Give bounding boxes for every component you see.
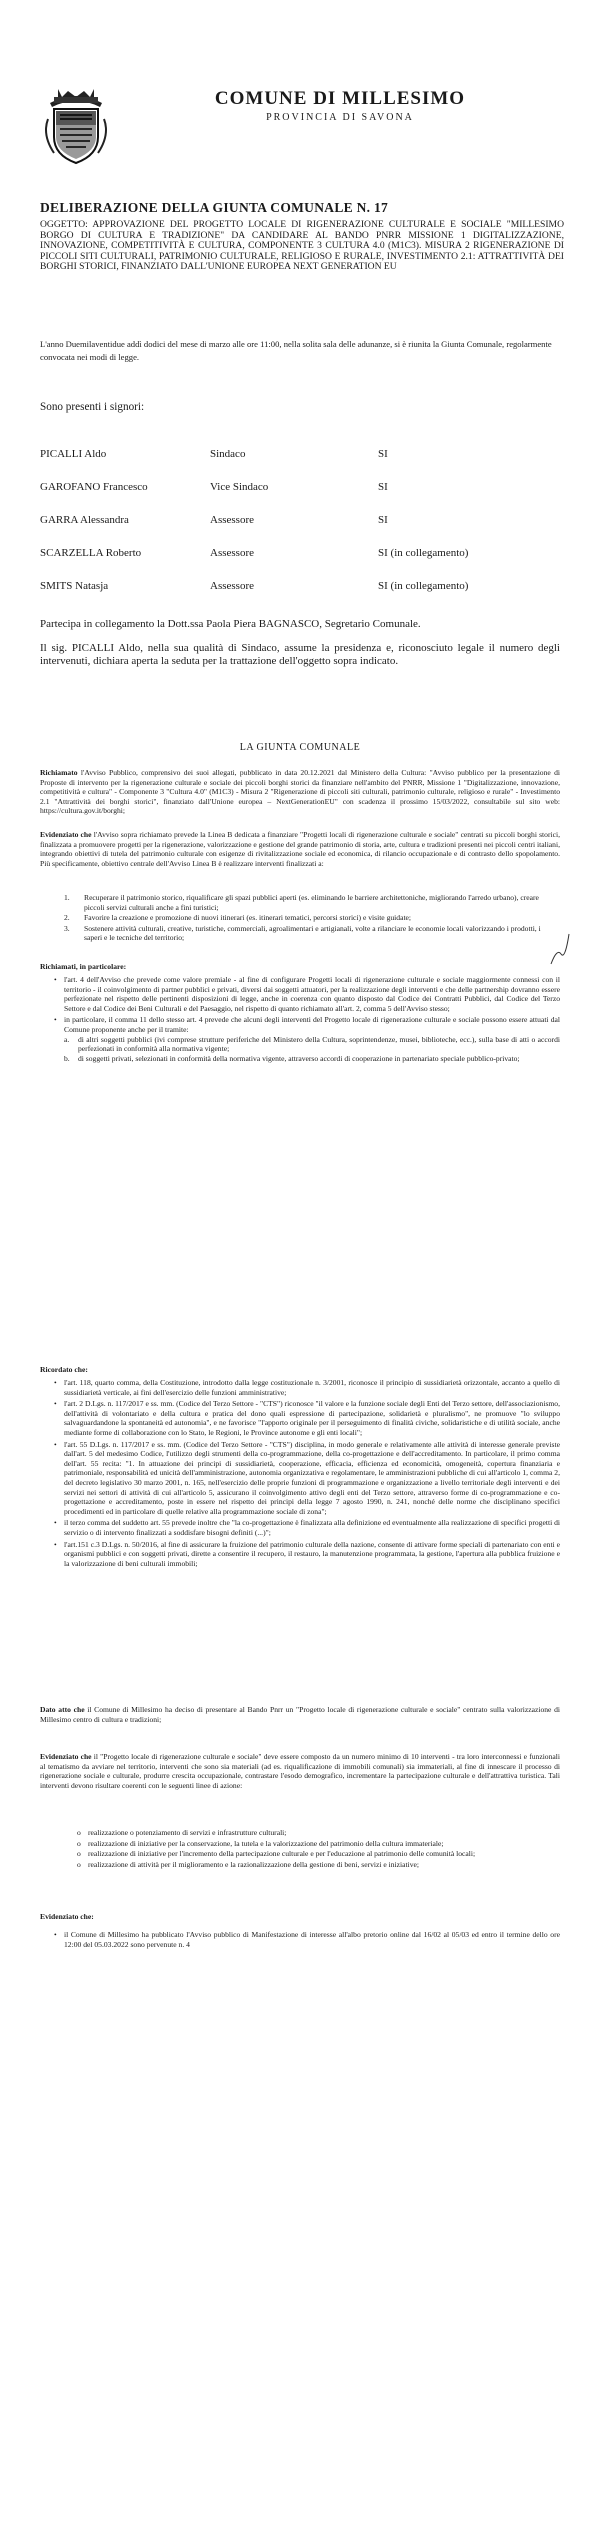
sub-item: a. di altri soggetti pubblici (ivi comprese strutture periferiche del Ministero della Cultura, soprintendenze, musei, biblioteche, ecc.), sulla base di atti o accordi perfezionati in conformità alla normativa vigente;	[64, 1034, 560, 1054]
municipality-title: COMUNE DI MILLESIMO	[214, 88, 466, 109]
secretary-text: Partecipa in collegamento la Dott.ssa Paola Piera BAGNASCO, Segretario Comunale.	[40, 618, 421, 630]
evidenziato-list-3	[52, 1930, 560, 1951]
member-name: GAROFANO Francesco	[40, 481, 148, 493]
list-item: • l'art. 118, quarto comma, della Costituzione, introdotto dalla legge costituzionale n. 3/2001, riconosce il principio di sussidiarietà orizzontale, accanto a quello di sussidiarietà verticale, ai fini dell'esercizio delle funzioni amministrative;	[52, 1378, 560, 1397]
signature-mark	[547, 928, 573, 968]
member-role: Sindaco	[210, 448, 246, 460]
member-role: Assessore	[210, 580, 254, 592]
member-role: Vice Sindaco	[210, 481, 269, 493]
richiamato-text: l'Avviso Pubblico, comprensivo dei suoi allegati, pubblicato in data 20.12.2021 dal Ministero della Cultura: "Avviso pubblico per la presentazione di Proposte di intervento per la rigenerazione culturale e sociale dei piccoli borghi storici da finanziare nell'ambito del PNRR, Missione 1 "Digitalizzazione, innovazione, competitività e cultura" - Componente 3 "Cultura 4.0" (M1C3) - Misura 2 "Rigenerazione di piccoli siti culturali, patrimonio culturale, religioso e rurale" - Investimento 2.1 "Attrattività dei borghi storici", finanziato dall'Unione europea – NextGenerationEU" con scadenza il prossimo 15/03/2022, consultabile sul sito web: https://cultura.gov.it/borghi;	[40, 768, 560, 816]
member-row	[40, 448, 560, 462]
list-item: • il Comune di Millesimo ha pubblicato l'Avviso pubblico di Manifestazione di interesse all'albo pretorio online dal 16/02 al 05/03 ed entro il termine dello ore 12:00 del 05.03.2022 sono pervenute n. 4	[52, 1930, 560, 1949]
member-row	[40, 547, 560, 561]
list-item: o realizzazione o potenziamento di servizi e infrastrutture culturali;	[76, 1828, 560, 1838]
member-status: SI (in collegamento)	[378, 547, 469, 559]
mayor-presidency-text: Il sig. PICALLI Aldo, nella sua qualità di Sindaco, assume la presidenza e, riconosciuto legale il numero degli intervenuti, dichiara aperta la seduta per la trattazione dell'oggetto sopra indicato.	[40, 642, 560, 667]
member-name: SMITS Natasja	[40, 580, 109, 592]
member-status: SI (in collegamento)	[378, 580, 469, 592]
member-status: SI	[378, 448, 388, 460]
attendees-heading: Sono presenti i signori:	[40, 401, 145, 413]
list-item: • l'art. 55 D.Lgs. n. 117/2017 e ss. mm. (Codice del Terzo Settore - "CTS") disciplina, in modo generale e relativamente alle attività di interesse generale previste dall'art. 5 del medesimo Codice, l'utilizzo degli strumenti della co-programmazione, della co-progettazione e dell'accreditamento. In particolare, il primo comma dell'art. 55 recita: "1. In attuazione dei principi di sussidiarietà, cooperazione, efficacia, efficienza ed economicità, omogeneità, copertura finanziaria e patrimoniale, responsabilità ed unicità dell'amministrazione, autonomia organizzativa e regolamentare, le amministrazioni pubbliche di cui all'articolo 1, comma 2, del decreto legislativo 30 marzo 2001, n. 165, nell'esercizio delle proprie funzioni di programmazione e organizzazione a livello territoriale degli interventi e dei servizi nei settori di attività di cui all'articolo 5, assicurano il coinvolgimento attivo degli enti del Terzo settore, attraverso forme di co-programmazione e co-progettazione e accreditamento, poste in essere nel rispetto dei principi della legge 7 agosto 1990, n. 241, nonché delle norme che disciplinano specifici procedimenti ed in particolare di quelle relative alla programmazione sociale di zona";	[52, 1440, 560, 1517]
list-item: • l'art.151 c.3 D.Lgs. n. 50/2016, al fine di assicurare la fruizione del patrimonio culturale della nazione, consente di attivare forme speciali di partenariato con enti e organismi pubblici e con soggetti privati, dirette a consentire il recupero, il restauro, la manutenzione programmata, la gestione, l'apertura alla pubblica fruizione e la valorizzazione di beni culturali immobili;	[52, 1540, 560, 1569]
member-name: PICALLI Aldo	[40, 448, 107, 460]
ricordato-heading: Ricordato che:	[40, 1365, 88, 1374]
member-role: Assessore	[210, 547, 254, 559]
subject-text: OGGETTO: APPROVAZIONE DEL PROGETTO LOCALE DI RIGENERAZIONE CULTURALE E SOCIALE "MILLESIMO BORGO DI CULTURA E TRADIZIONE" DA CANDIDARE AL BANDO PNRR MISSIONE 1 DIGITALIZZAZIONE, INNOVAZIONE, COMPETITIVITÀ E CULTURA, COMPONENTE 3 CULTURA 4.0 (M1C3). MISURA 2 RIGENERAZIONE DI PICCOLI SITI CULTURALI, PATRIMONIO CULTURALE, RELIGIOSO E RURALE, INVESTIMENTO 2.1: ATTRATTIVITÀ DEI BORGHI STORICI, FINANZIATO DALL'UNIONE EUROPEA NEXT GENERATION EU	[40, 219, 564, 272]
province-subtitle: PROVINCIA DI SAVONA	[266, 112, 414, 123]
ricordato-list	[52, 1378, 560, 1570]
dato-atto-text: il Comune di Millesimo ha deciso di presentare al Bando Pnrr un "Progetto locale di rigenerazione culturale e sociale" centrato sulla valorizzazione di Millesimo centro di cultura e tradizioni;	[40, 1705, 560, 1724]
objective-item: 2. Favorire la creazione e promozione di nuovi itinerari (es. itinerari tematici, percorsi storici) e visite guidate;	[64, 913, 412, 923]
evidenziato-label-2: Evidenziato che	[40, 1752, 92, 1761]
richiamati-list	[52, 975, 560, 1065]
list-item: • in particolare, il comma 11 dello stesso art. 4 prevede che alcuni degli interventi del Progetto locale di rigenerazione culturale e sociale possono essere attuati dal Comune proponente anche per il tramite: a. di altri soggetti pubblici (ivi comprese strutture periferiche del Ministero della Cultura, soprintendenze, musei, biblioteche, ecc.), sulla base di atti o accordi perfezionati in conformità alla normativa vigente; b. di soggetti privati, selezionati in conformità della normativa vigente, attraverso accordi di cooperazione in partenariato speciale pubblico-privato;	[52, 1015, 560, 1063]
member-status: SI	[378, 481, 388, 493]
section-title: LA GIUNTA COMUNALE	[239, 742, 361, 753]
member-name: GARRA Alessandra	[40, 514, 129, 526]
meeting-date-text: L'anno Duemilaventidue addì dodici del mese di marzo alle ore 11:00, nella solita sala delle adunanze, si è riunita la Giunta Comunale, regolarmente convocata nei modi di legge.	[40, 339, 552, 362]
richiamato-paragraph	[40, 768, 560, 816]
evidenziato-text-2: il "Progetto locale di rigenerazione culturale e sociale" deve essere composto da un numero minimo di 10 interventi - tra loro interconnessi e funzionali al tematismo da avviare nel territorio, interventi che sono sia materiali (ad es. riqualificazione di immobili comunali) sia immateriali, al fine di innescare il processo di rigenerazione sociale e culturale, produrre crescita occupazionale, contrastare l'esodo demografico, incrementare la partecipazione culturale e dell'attrattiva turistica. Tali interventi devono risultare coerenti con le seguenti linee di azione:	[40, 1752, 560, 1790]
list-item: o realizzazione di attività per il miglioramento e la razionalizzazione della gestione di beni, servizi e iniziative;	[76, 1860, 560, 1870]
list-item: • l'art. 4 dell'Avviso che prevede come valore premiale - al fine di configurare Progetti locali di rigenerazione culturale e sociale maggiormente connessi con il territorio - il coinvolgimento di partner pubblici e privati, diversi dai soggetti attuatori, per la realizzazione degli interventi e che delle partnership dovranno essere perfezionate nel rispetto delle pertinenti disposizioni di legge, anche in coerenza con quanto disposto dal Codice dei Contratti Pubblici, dal Codice del Terzo Settore e dal Codice dei Beni Culturali e del Paesaggio, nel rispetto di quanto richiamato all'art. 2, comma 5 dell'Avviso stesso;	[52, 975, 560, 1013]
list-item: • l'art. 2 D.Lgs. n. 117/2017 e ss. mm. (Codice del Terzo Settore - "CTS") riconosce "il valore e la funzione sociale degli Enti del Terzo settore, dell'associazionismo, dell'attività di volontariato e della cultura e pratica del dono quali espressione di partecipazione, solidarietà e pluralismo", ne promuove "lo sviluppo salvaguardandone la spontaneità ed autonomia", e ne favorisce "l'apporto originale per il perseguimento di finalità civiche, solidaristiche e di utilità sociale, anche mediante forme di collaborazione con lo Stato, le Regioni, le Province autonome e gli enti locali";	[52, 1399, 560, 1437]
dato-atto-label: Dato atto che	[40, 1705, 85, 1714]
evidenziato-paragraph-1	[40, 830, 560, 868]
evidenziato-text-1: l'Avviso sopra richiamato prevede la Linea B dedicata a finanziare "Progetti locali di rigenerazione culturale e sociale" centrati su piccoli borghi storici, finalizzata a promuovere progetti per la rigenerazione, valorizzazione e gestione del grande patrimonio di storia, arte, cultura e tradizioni presenti nei piccoli centri italiani, integrando obiettivi di tutela del patrimonio culturale con esigenze di rivitalizzazione sociale ed economica, di rilancio occupazionale e di contrasto dello spopolamento. Più specificamente, obiettivo centrale dell'Avviso Linea B è realizzare interventi finalizzati a:	[40, 830, 560, 868]
member-row	[40, 481, 560, 495]
member-row	[40, 580, 560, 594]
sub-item: b. di soggetti privati, selezionati in conformità della normativa vigente, attraverso accordi di cooperazione in partenariato speciale pubblico-privato;	[64, 1053, 520, 1063]
dato-atto-paragraph	[40, 1705, 560, 1724]
member-name: SCARZELLA Roberto	[40, 547, 142, 559]
member-role: Assessore	[210, 514, 254, 526]
evidenziato-label-1: Evidenziato che	[40, 830, 92, 839]
objective-item: 1. Recuperare il patrimonio storico, riqualificare gli spazi pubblici aperti (es. eliminando le barriere architettoniche, migliorando l'arredo urbano), creare piccoli servizi culturali anche a fini turistici;	[64, 893, 539, 912]
richiamati-heading: Richiamati, in particolare:	[40, 962, 127, 971]
list-item: o realizzazione di iniziative per la conservazione, la tutela e la valorizzazione del patrimonio della cultura immateriale;	[76, 1839, 560, 1849]
action-lines-list	[76, 1828, 560, 1870]
list-item: • il terzo comma del suddetto art. 55 prevede inoltre che "la co-progettazione è finalizzata alla definizione ed eventualmente alla realizzazione di specifici progetti di servizio o di intervento finalizzati a soddisfare bisogni definiti (...)";	[52, 1518, 560, 1537]
objectives-list	[64, 893, 559, 944]
richiamato-label: Richiamato	[40, 768, 78, 777]
deliberation-heading: DELIBERAZIONE DELLA GIUNTA COMUNALE N. 17	[40, 200, 389, 215]
objective-item: 3. Sostenere attività culturali, creative, turistiche, commerciali, agroalimentari e artigianali, volte a rilanciare le economie locali valorizzando i prodotti, i saperi e le tecniche del territorio;	[64, 923, 541, 943]
evidenziato-paragraph-2	[40, 1752, 560, 1790]
list-item: o realizzazione di iniziative per l'incremento della partecipazione culturale e per l'educazione al patrimonio delle comunità locali;	[76, 1849, 560, 1859]
member-row	[40, 514, 560, 528]
member-status: SI	[378, 514, 388, 526]
municipal-crest-icon	[40, 85, 112, 165]
evidenziato-heading-3: Evidenziato che:	[40, 1912, 94, 1921]
